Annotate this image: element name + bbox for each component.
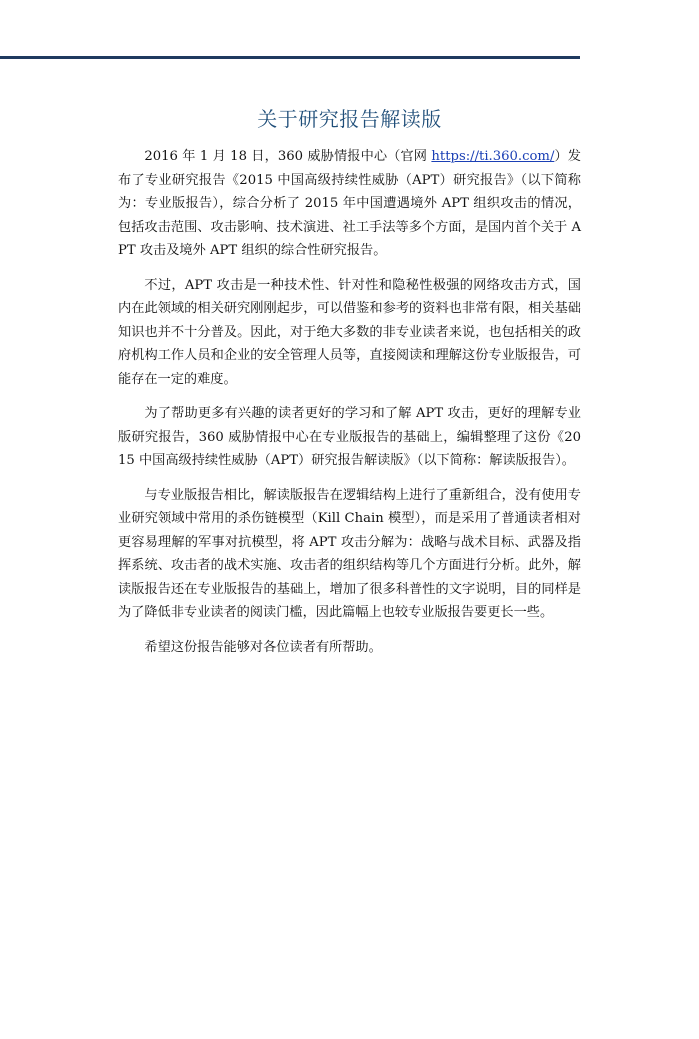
paragraph-5: 希望这份报告能够对各位读者有所帮助。 (144, 639, 382, 655)
paragraph-4: 与专业版报告相比，解读版报告在逻辑结构上进行了重新组合，没有使用专业研究领域中常用的杀伤链模型（Kill Chain 模型），而是采用了普通读者相对更容易理解的军事对抗模型，将 APT 攻击分解为：战略与战术目标、武器及指挥系统、攻击者的战术实施、攻击者的组织结构等几个方面进行分析。此外，解读版报告还在专业版报告的基础上，增加了很多科普性的文字说明，目的同样是为了降低非专业读者的阅读门槛，因此篇幅上也较专业版报告要更长一些。 (118, 487, 581, 620)
page-title: 关于研究报告解读版 (257, 107, 442, 131)
paragraph-1-after-link: ）发布了专业研究报告《2015 中国高级持续性威胁（APT）研究报告》（以下简称为：专业版报告），综合分析了 2015 年中国遭遇境外 APT 组织攻击的情况，包括攻击范围、攻击影响、技术演进、社工手法等多个方面，是国内首个关于 APT 攻击及境外 APT 组织的综合性研究报告。 (118, 149, 581, 258)
official-site-link[interactable]: https://ti.360.com/ (431, 149, 555, 164)
paragraph-1-before-link: 2016 年 1 月 18 日，360 威胁情报中心（官网 (144, 149, 432, 164)
paragraph-1 (118, 145, 581, 263)
paragraph-2: 不过，APT 攻击是一种技术性、针对性和隐秘性极强的网络攻击方式，国内在此领域的相关研究刚刚起步，可以借鉴和参考的资料也非常有限，相关基础知识也并不十分普及。因此，对于绝大多数的非专业读者来说，也包括相关的政府机构工作人员和企业的安全管理人员等，直接阅读和理解这份专业版报告，可能存在一定的难度。 (118, 277, 581, 387)
paragraph-3: 为了帮助更多有兴趣的读者更好的学习和了解 APT 攻击，更好的理解专业版研究报告，360 威胁情报中心在专业版报告的基础上，编辑整理了这份《2015 中国高级持续性威胁（APT）研究报告解读版》（以下简称：解读版报告）。 (118, 406, 581, 468)
body-text (118, 145, 581, 670)
header-rule (0, 56, 580, 59)
